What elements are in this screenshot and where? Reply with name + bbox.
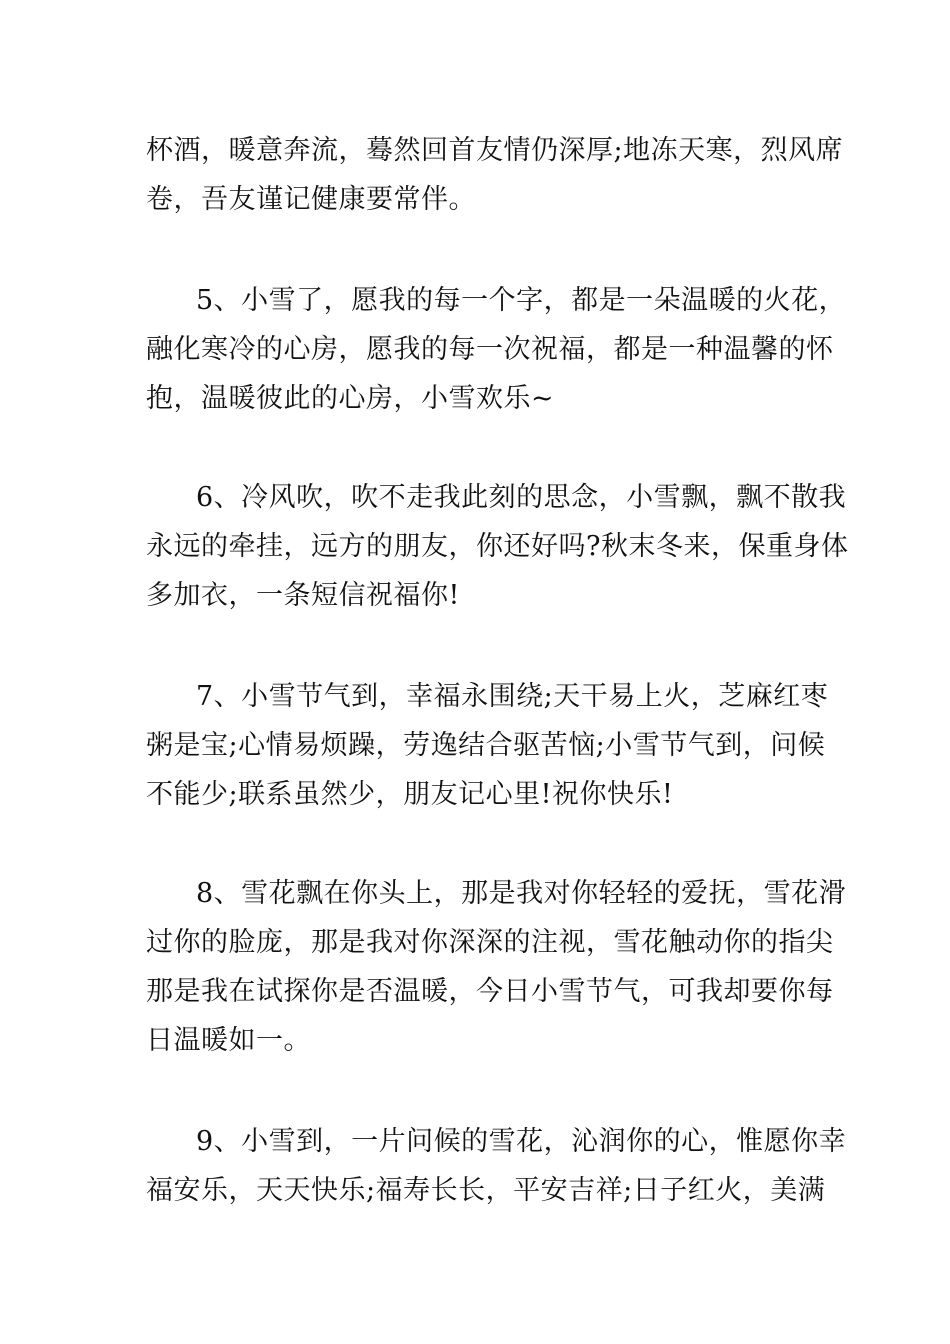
paragraph-8-line-1: 8、雪花飘在你头上，那是我对你轻轻的爱抚，雪花滑 (196, 878, 847, 909)
paragraph-9-line-1: 9、小雪到，一片问候的雪花，沁润你的心，惟愿你幸 (196, 1126, 847, 1157)
paragraph-8-line-4: 日温暖如一。 (146, 1025, 311, 1056)
paragraph-7-line-3: 不能少;联系虽然少，朋友记心里!祝你快乐! (146, 779, 674, 810)
paragraph-7-line-2: 粥是宝;心情易烦躁，劳逸结合驱苦恼;小雪节气到，问候 (146, 730, 826, 761)
paragraph-4-line-2: 卷，吾友谨记健康要常伴。 (146, 184, 476, 215)
paragraph-8-line-2: 过你的脸庞，那是我对你深深的注视，雪花触动你的指尖 (146, 927, 834, 958)
paragraph-5-line-2: 融化寒冷的心房，愿我的每一次祝福，都是一种温馨的怀 (146, 334, 834, 365)
paragraph-5-line-3: 抱，温暖彼此的心房，小雪欢乐~ (146, 383, 555, 414)
paragraph-7-line-1: 7、小雪节气到，幸福永围绕;天干易上火，芝麻红枣 (196, 681, 829, 712)
paragraph-6-line-1: 6、冷风吹，吹不走我此刻的思念，小雪飘，飘不散我 (196, 482, 847, 513)
paragraph-5-line-1: 5、小雪了，愿我的每一个字，都是一朵温暖的火花， (196, 285, 847, 316)
paragraph-4-line-1: 杯酒，暖意奔流，蓦然回首友情仍深厚;地冻天寒，烈风席 (146, 135, 844, 166)
paragraph-8-line-3: 那是我在试探你是否温暖，今日小雪节气，可我却要你每 (146, 976, 834, 1007)
paragraph-9-line-2: 福安乐，天天快乐;福寿长长，平安吉祥;日子红火，美满 (146, 1175, 826, 1206)
paragraph-6-line-3: 多加衣，一条短信祝福你! (146, 580, 460, 611)
paragraph-6-line-2: 永远的牵挂，远方的朋友，你还好吗?秋末冬来，保重身体 (146, 531, 849, 562)
